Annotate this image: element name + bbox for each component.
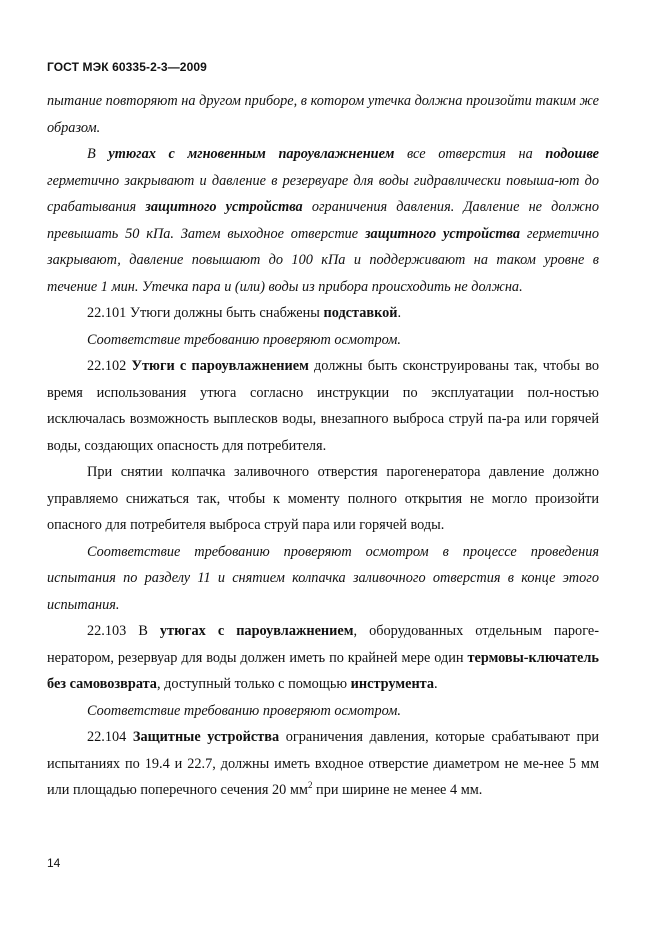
clause-22-103 [47,618,599,698]
text-run: . [434,676,438,692]
page-number: 14 [47,856,61,870]
text-run: все отверстия на [394,146,546,162]
text-run: должны быть сконструированы так, чтобы во время использования утюга согласно инструкции по эксплуатации пол-ностью исключалась возможность выплесков воды, внезапного выброса струй па-ра или горячей воды, создающих опасность для потребителя. [47,358,600,454]
text-run: 22.103 В [87,623,160,639]
text-run: В [87,146,109,162]
term-bold: утюгах с мгновенным пароувлажнением [108,146,395,162]
document-body [47,88,599,804]
term-bold: подставкой [323,305,398,321]
paragraph-continuation [47,88,599,141]
text-run: , оборудованных отдельным пароге-нератором, резервуар для воды должен иметь по крайней мере один [47,623,599,666]
term-bold: утюгах с пароувлажнением [159,623,354,639]
term-bold: подошве [545,146,600,162]
text-run: 22.102 [87,358,132,374]
term-bold: защитного устройства [145,199,303,215]
clause-22-104 [47,724,599,804]
term-bold: термовы-ключатель без самовозврата [47,649,599,692]
compliance-note [47,327,599,354]
paragraph-cap-removal [47,459,599,539]
text-run: герметично закрывают и давление в резервуаре для воды гидравлически повыша-ют до срабатывания [47,172,599,215]
document-header: ГОСТ МЭК 60335-2-3—2009 [47,60,207,74]
text-run: 22.101 Утюги должны быть снабжены [87,305,324,321]
text-run: при ширине не менее 4 мм. [312,782,483,798]
text-run: ограничения давления. Давление не должно превышать 50 кПа. Затем выходное отверстие [47,199,599,242]
compliance-note [47,698,599,725]
text-run: Соответствие требованию проверяют осмотром. [87,331,401,348]
term-bold: Утюги с пароувлажнением [131,358,309,374]
term-bold: Защитные устройства [132,729,280,745]
text-run: , доступный только с помощью [156,676,351,692]
text-run: герметично закрывают, давление повышают до 100 кПа и поддерживают на таком уровне в течение 1 мин. Утечка пара и (или) воды из прибора происходить не должна. [47,225,599,295]
term-bold: инструмента [350,676,435,692]
text-run: ограничения давления, которые срабатывают при испытаниях по 19.4 и 22.7, должны иметь входное отверстие диаметром не ме-нее 5 мм или площадью поперечного сечения 20 мм [47,729,599,798]
compliance-note [47,539,599,619]
superscript: 2 [307,780,313,791]
text-run: . [397,305,402,321]
text-run: пытание повторяют на другом приборе, в котором утечка должна произойти таким же образом. [47,93,599,136]
text-run: Соответствие требованию проверяют осмотром. [87,702,401,719]
clause-22-101 [47,300,599,327]
clause-22-102 [47,353,599,459]
term-bold: защитного устройства [364,225,520,242]
paragraph-instant-steam-test [47,141,599,300]
text-run: 22.104 [87,729,133,745]
text-run: Соответствие требованию проверяют осмотром в процессе проведения испытания по разделу 11 и снятием колпачка заливочного отверстия в конце этого испытания. [47,543,599,613]
text-run: При снятии колпачка заливочного отверстия парогенератора давление должно управляемо снижаться так, чтобы к моменту полного открытия не могло произойти опасного для потребителя выброса струй пара или горячей воды. [47,464,599,533]
